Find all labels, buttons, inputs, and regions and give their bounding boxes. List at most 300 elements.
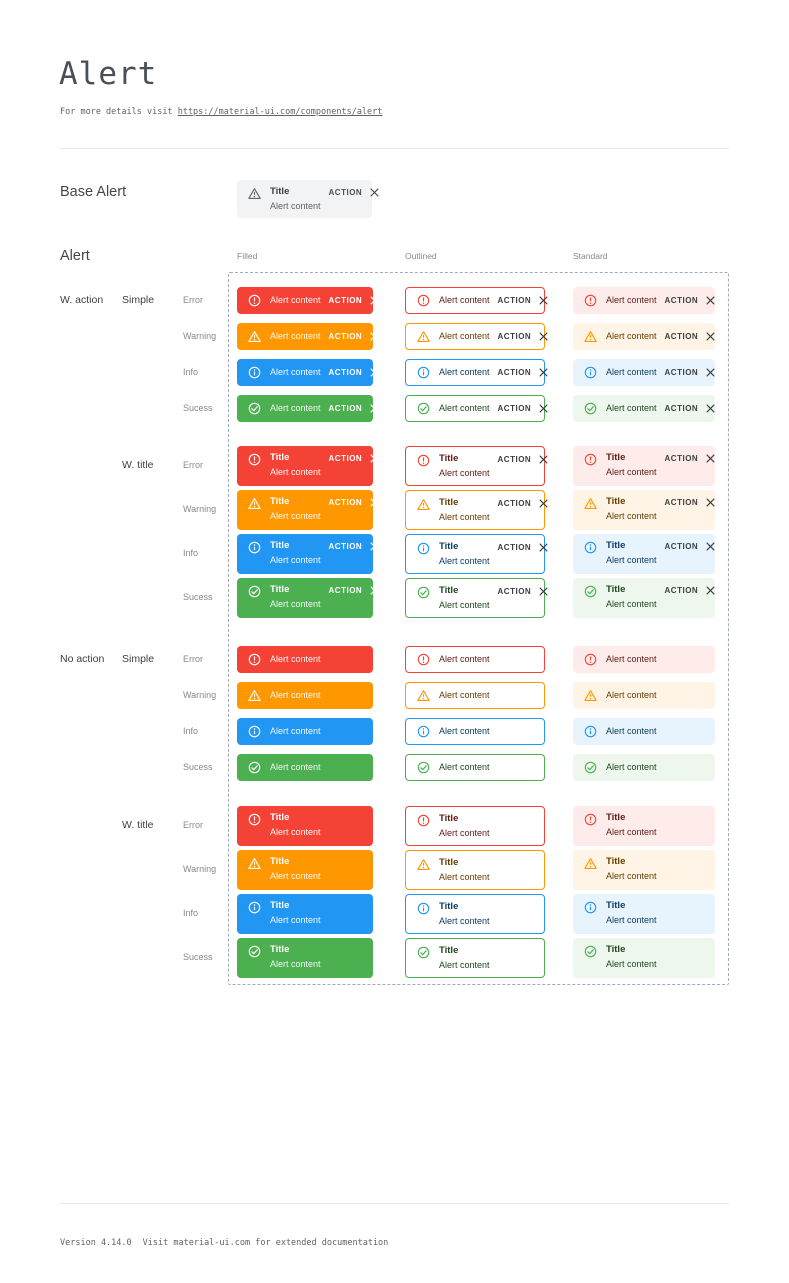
alert-message [270,496,321,522]
alert-message [270,900,321,926]
alert-message [606,295,657,306]
alert-outlined-warning [405,323,545,350]
alert-message [439,762,490,773]
info-icon [584,725,597,738]
alert-message [606,654,657,665]
alert-title: Title [606,452,626,463]
alert-title: Title [439,901,459,912]
row-style-label: Simple [122,293,155,306]
alert-content: Alert content [606,654,657,664]
warning-icon [248,330,261,343]
severity-label-info: Info [183,725,199,736]
alert-message [439,295,490,306]
alert-standard-error [573,446,715,486]
error-icon [417,814,430,827]
alert-content: Alert content [270,295,321,305]
alert-content: Alert content [439,468,490,478]
alert-filled-success [237,754,373,781]
alert-message [270,654,321,665]
close-button[interactable] [370,454,379,463]
alert-filled-info [237,894,373,934]
action-button[interactable]: ACTION [497,404,532,413]
alert-standard-info [573,894,715,934]
alert-title: Title [270,900,290,911]
close-icon [706,404,715,413]
close-icon [706,498,715,507]
alert-message [270,295,321,306]
alert-message [270,762,321,773]
alert-outlined-success [405,938,545,978]
alert-message [606,812,657,838]
alert-message [606,690,657,701]
action-button[interactable]: ACTION [328,542,363,551]
info-icon [584,366,597,379]
alert-title: Title [439,453,459,464]
base-alert-message [270,186,321,212]
warning-icon [584,497,597,510]
severity-label-success: Sucess [183,952,213,962]
action-button[interactable]: ACTION [664,368,699,377]
alert-message [439,901,490,927]
close-button[interactable] [370,498,379,507]
alert-title: Title [270,186,290,197]
alert-content: Alert content [606,762,657,772]
alert-content: Alert content [439,556,490,566]
alert-title: Title [606,900,626,911]
alert-content: Alert content [439,726,490,736]
close-button[interactable] [706,296,715,305]
alert-message [606,367,657,378]
alert-title: Title [606,584,626,595]
action-button[interactable]: ACTION [664,404,699,413]
severity-label-warning: Warning [183,504,217,514]
row-style-label: W. title [122,459,154,471]
error-icon [584,813,597,826]
warning-icon [248,187,261,200]
info-icon [248,541,261,554]
close-icon [370,454,379,463]
alert-content: Alert content [606,467,657,477]
alert-content: Alert content [270,201,321,211]
alert-content: Alert content [606,915,657,925]
success-icon [417,402,430,415]
subtitle [60,107,382,117]
base-alert-section-label: Base Alert [60,184,127,200]
alert-filled-success [237,395,373,422]
alert-outlined-error [405,287,545,314]
success-icon [584,945,597,958]
alert-content: Alert content [270,367,321,377]
alert-message [270,540,321,566]
close-button[interactable] [370,188,379,197]
alert-message [439,367,490,378]
alert-outlined-success [405,754,545,781]
close-button[interactable] [706,542,715,551]
alert-message [439,690,490,701]
alert-message [270,690,321,701]
close-icon [370,586,379,595]
alert-outlined-warning [405,850,545,890]
alert-content: Alert content [606,331,657,341]
severity-label-success: Sucess [183,761,213,772]
version-text: Version 4.14.0 [60,1238,132,1248]
alert-message [270,367,321,378]
alert-content: Alert content [270,555,321,565]
action-button[interactable]: ACTION [664,542,699,551]
severity-label-error: Error [183,294,203,305]
action-button[interactable]: ACTION [497,499,532,508]
error-icon [417,454,430,467]
alert-message [439,453,490,479]
alert-content: Alert content [270,331,321,341]
alert-standard-warning [573,682,715,709]
severity-label-error: Error [183,460,203,470]
close-icon [539,332,548,341]
alert-message [439,585,490,611]
alert-content: Alert content [439,367,490,377]
close-button[interactable] [539,368,548,377]
alert-content: Alert content [270,762,321,772]
action-button[interactable]: ACTION [328,454,363,463]
alert-message [439,541,490,567]
close-button[interactable] [706,498,715,507]
close-button[interactable] [539,296,548,305]
alert-title: Title [270,540,290,551]
close-button[interactable] [706,454,715,463]
alert-title: Title [439,857,459,868]
alert-filled-info [237,718,373,745]
action-button[interactable]: ACTION [328,296,363,305]
alert-message [270,584,321,610]
severity-label-warning: Warning [183,330,217,341]
alert-filled-error [237,287,373,314]
alert-outlined-warning [405,682,545,709]
success-icon [417,761,430,774]
alert-outlined-warning [405,490,545,530]
alert-message [606,540,657,566]
alert-outlined-error [405,646,545,673]
alert-section-label: Alert [60,248,90,264]
alert-filled-warning [237,682,373,709]
warning-icon [417,858,430,871]
column-header-standard: Standard [573,251,608,261]
row-style-label: W. title [122,819,154,831]
close-icon [370,296,379,305]
footer-note: Visit material-ui.com for extended documentation [142,1238,389,1248]
row-group-label: No action [60,652,105,665]
alert-content: Alert content [606,403,657,413]
close-button[interactable] [370,404,379,413]
alert-content: Alert content [439,690,490,700]
alert-content: Alert content [439,600,490,610]
alert-standard-info [573,359,715,386]
alert-content: Alert content [270,599,321,609]
close-icon [370,542,379,551]
alert-message [439,813,490,839]
alert-outlined-error [405,446,545,486]
close-icon [706,332,715,341]
action-button[interactable]: ACTION [497,296,532,305]
error-icon [584,294,597,307]
severity-label-error: Error [183,820,203,830]
close-icon [370,404,379,413]
close-button[interactable] [370,542,379,551]
alert-message [270,331,321,342]
info-icon [248,725,261,738]
action-button[interactable]: ACTION [497,543,532,552]
alert-standard-warning [573,850,715,890]
alert-title: Title [439,541,459,552]
alert-message [606,496,657,522]
action-button[interactable]: ACTION [664,454,699,463]
close-button[interactable] [539,455,548,464]
close-button[interactable] [370,332,379,341]
action-button[interactable]: ACTION [328,368,363,377]
alert-title: Title [606,856,626,867]
warning-icon [248,689,261,702]
success-icon [248,761,261,774]
action-button[interactable]: ACTION [497,368,532,377]
warning-icon [417,330,430,343]
close-icon [706,454,715,463]
alert-filled-warning [237,850,373,890]
close-icon [706,368,715,377]
action-button[interactable]: ACTION [664,586,699,595]
warning-icon [584,330,597,343]
alert-outlined-info [405,534,545,574]
warning-icon [417,689,430,702]
alert-filled-success [237,578,373,618]
alert-standard-warning [573,490,715,530]
column-header-outlined: Outlined [405,251,437,261]
alert-outlined-info [405,359,545,386]
alert-message [439,726,490,737]
page-title: Alert [59,56,158,92]
severity-label-info: Info [183,548,199,558]
alert-title: Title [439,585,459,596]
alert-content: Alert content [439,872,490,882]
alert-content: Alert content [439,512,490,522]
close-icon [539,368,548,377]
info-icon [417,725,430,738]
alert-message [606,944,657,970]
severity-label-success: Sucess [183,592,213,602]
alert-filled-error [237,806,373,846]
alert-standard-info [573,534,715,574]
alert-title: Title [606,812,626,823]
alert-content: Alert content [270,726,321,736]
alert-content: Alert content [606,726,657,736]
info-icon [417,366,430,379]
alert-title: Title [270,496,290,507]
row-style-label: Simple [122,652,155,665]
error-icon [248,653,261,666]
alert-content: Alert content [606,555,657,565]
close-icon [370,368,379,377]
close-icon [370,332,379,341]
action-button[interactable]: ACTION [328,188,363,197]
alert-content: Alert content [606,871,657,881]
close-icon [539,543,548,552]
subtitle-text: For more details visit [60,107,178,117]
close-icon [539,455,548,464]
alert-message [606,331,657,342]
close-icon [370,498,379,507]
close-button[interactable] [539,404,548,413]
alert-filled-info [237,534,373,574]
alert-title: Title [270,584,290,595]
alert-content: Alert content [270,690,321,700]
alert-filled-success [237,938,373,978]
severity-label-success: Sucess [183,402,213,413]
success-icon [248,402,261,415]
alert-title: Title [606,540,626,551]
alert-message [606,452,657,478]
close-icon [539,296,548,305]
success-icon [584,585,597,598]
severity-label-warning: Warning [183,864,217,874]
severity-label-error: Error [183,653,203,664]
alert-content: Alert content [606,511,657,521]
alert-standard-info [573,718,715,745]
success-icon [417,946,430,959]
close-button[interactable] [539,499,548,508]
alert-title: Title [270,452,290,463]
docs-link[interactable]: https://material-ui.com/components/alert [177,107,383,117]
alert-message [439,403,490,414]
close-button[interactable] [370,368,379,377]
alert-message [606,900,657,926]
action-button[interactable]: ACTION [497,455,532,464]
warning-icon [248,857,261,870]
action-button[interactable]: ACTION [664,498,699,507]
alert-title: Title [439,813,459,824]
alert-content: Alert content [439,762,490,772]
alert-content: Alert content [270,871,321,881]
alert-title: Title [270,856,290,867]
alert-message [270,403,321,414]
alert-message [439,857,490,883]
close-icon [706,296,715,305]
divider [60,148,729,149]
close-button[interactable] [706,404,715,413]
success-icon [417,586,430,599]
info-icon [248,366,261,379]
alert-content: Alert content [439,960,490,970]
close-button[interactable] [539,332,548,341]
alert-content: Alert content [270,654,321,664]
alert-standard-error [573,646,715,673]
action-button[interactable]: ACTION [328,332,363,341]
alert-content: Alert content [270,403,321,413]
alert-content: Alert content [439,828,490,838]
warning-icon [584,689,597,702]
severity-label-warning: Warning [183,689,217,700]
alert-content: Alert content [439,654,490,664]
alert-message [606,403,657,414]
severity-label-info: Info [183,908,199,918]
alert-content: Alert content [270,959,321,969]
info-icon [417,902,430,915]
close-button[interactable] [539,543,548,552]
action-button[interactable]: ACTION [497,587,532,596]
alert-standard-error [573,287,715,314]
alert-title: Title [439,945,459,956]
alert-content: Alert content [606,690,657,700]
success-icon [584,761,597,774]
action-button[interactable]: ACTION [328,586,363,595]
error-icon [417,294,430,307]
alert-outlined-success [405,578,545,618]
error-icon [248,813,261,826]
action-button[interactable]: ACTION [664,296,699,305]
alert-content: Alert content [606,599,657,609]
base-alert [237,180,372,218]
error-icon [417,653,430,666]
alert-outlined-info [405,894,545,934]
alert-message [606,762,657,773]
close-button[interactable] [706,586,715,595]
info-icon [584,541,597,554]
alert-outlined-info [405,718,545,745]
close-icon [539,404,548,413]
alert-standard-success [573,938,715,978]
alert-message [606,584,657,610]
action-button[interactable]: ACTION [497,332,532,341]
alert-message [270,944,321,970]
alert-standard-success [573,395,715,422]
error-icon [248,294,261,307]
info-icon [584,901,597,914]
close-button[interactable] [370,586,379,595]
alert-filled-warning [237,323,373,350]
alert-outlined-success [405,395,545,422]
success-icon [248,585,261,598]
alert-filled-info [237,359,373,386]
close-button[interactable] [539,587,548,596]
alert-content: Alert content [606,827,657,837]
alert-message [270,812,321,838]
alert-content: Alert content [270,915,321,925]
close-button[interactable] [370,296,379,305]
error-icon [248,453,261,466]
alert-standard-error [573,806,715,846]
alert-message [439,497,490,523]
alert-message [270,452,321,478]
alert-content: Alert content [439,331,490,341]
alert-standard-success [573,754,715,781]
alert-message [270,726,321,737]
alert-message [439,331,490,342]
alert-standard-success [573,578,715,618]
close-button[interactable] [706,332,715,341]
alert-message [606,726,657,737]
action-button[interactable]: ACTION [328,498,363,507]
success-icon [248,945,261,958]
footer [60,1238,388,1248]
close-button[interactable] [706,368,715,377]
action-button[interactable]: ACTION [664,332,699,341]
alert-content: Alert content [439,295,490,305]
action-button[interactable]: ACTION [328,404,363,413]
alert-title: Title [606,496,626,507]
warning-icon [584,857,597,870]
info-icon [248,901,261,914]
alert-title: Title [439,497,459,508]
severity-label-info: Info [183,366,199,377]
alert-content: Alert content [270,827,321,837]
close-icon [706,542,715,551]
